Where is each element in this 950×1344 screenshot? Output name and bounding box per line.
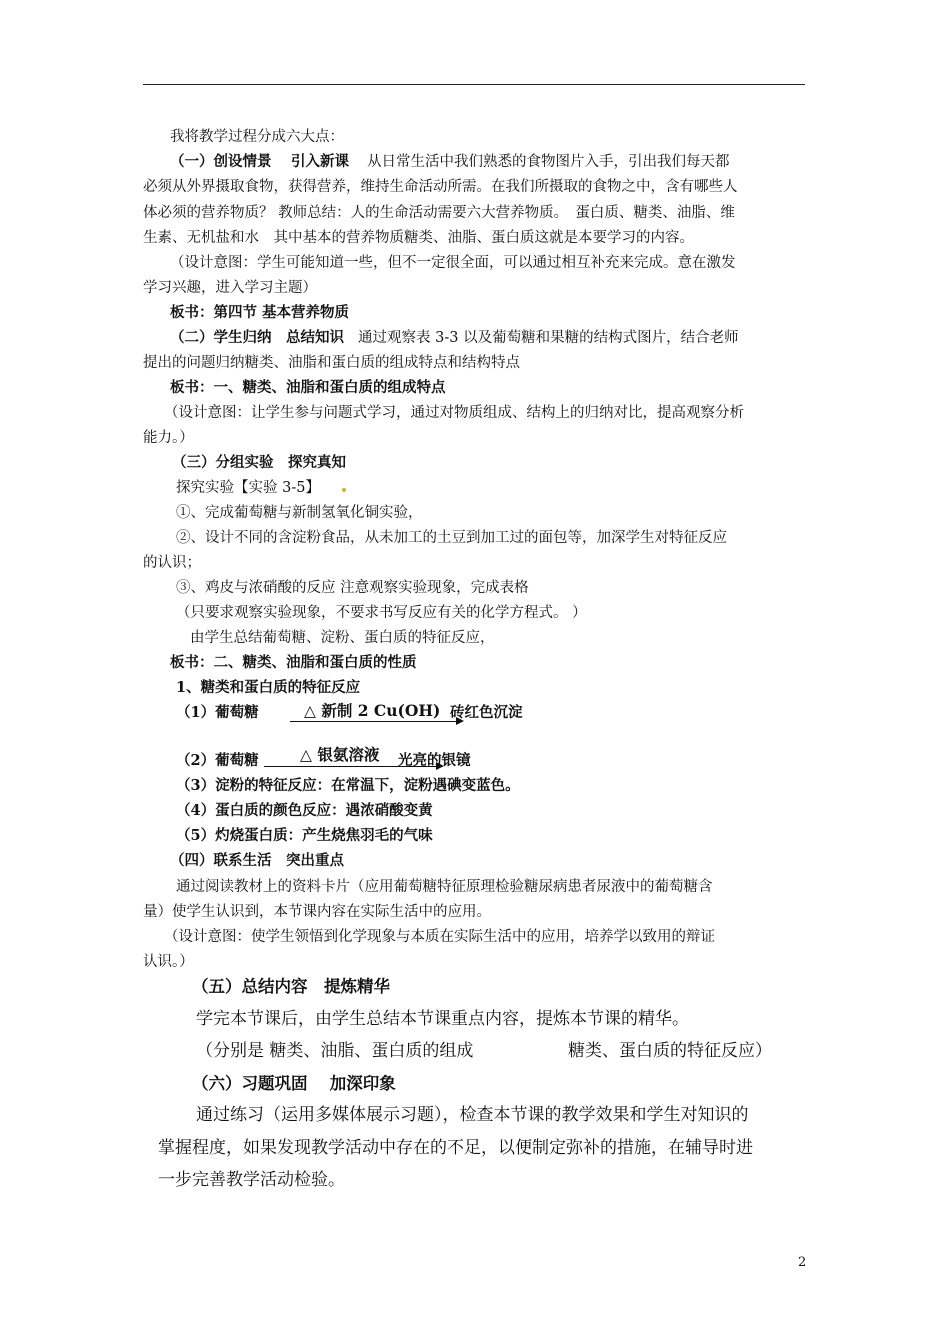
reaction-3: （3）淀粉的特征反应：在常温下，淀粉遇碘变蓝色。 xyxy=(176,777,520,794)
blackboard-title: 板书：第四节 基本营养物质 xyxy=(170,304,350,321)
section-6-heading: （六）习题巩固 加深印象 xyxy=(192,1074,396,1093)
section-4-line-1: 通过阅读教材上的资料卡片（应用葡萄糖特征原理检验糖尿病患者尿液中的葡萄糖含 xyxy=(176,879,713,895)
page-number: 2 xyxy=(798,1255,807,1270)
intro-line: 我将教学过程分成六大点： xyxy=(170,129,344,145)
reactions-heading: 1、糖类和蛋白质的特征反应 xyxy=(176,679,361,696)
design-intent-3-line-2: 认识。） xyxy=(143,954,194,970)
section-2-line-2: 提出的问题归纳糖类、油脂和蛋白质的组成特点和结构特点 xyxy=(143,355,520,371)
reaction-1-arrow xyxy=(290,721,462,722)
reaction-4: （4）蛋白质的颜色反应：遇浓硝酸变黄 xyxy=(176,802,433,819)
section-6-line-3: 一步完善教学活动检验。 xyxy=(158,1170,345,1190)
section-2-text: 通过观察表 3-3 以及葡萄糖和果糖的结构式图片，结合老师 xyxy=(358,330,739,346)
section-4-line-2: 量）使学生认识到，本节课内容在实际生活中的应用。 xyxy=(143,904,491,920)
section-6-line-2: 掌握程度，如果发现教学活动中存在的不足，以便制定弥补的措施，在辅导时进 xyxy=(158,1138,753,1158)
section-1-heading: （一）创设情景 引入新课 xyxy=(170,153,350,170)
experiment-item-2-line-2: 的认识； xyxy=(143,555,201,571)
section-1-line-4: 生素、无机盐和水 其中基本的营养物质糖类、油脂、蛋白质这就是本要学习的内容。 xyxy=(143,230,694,246)
design-intent-1-line-1: （设计意图：学生可能知道一些，但不一定很全面，可以通过相互补充来完成。意在激发 xyxy=(170,255,736,271)
section-5-heading: （五）总结内容 提炼精华 xyxy=(192,977,390,996)
design-intent-2-line-2: 能力。） xyxy=(143,430,194,446)
experiment-item-2-line-1: ②、设计不同的含淀粉食品，从未加工的土豆到加工过的面包等，加深学生对特征反应 xyxy=(176,530,727,546)
reaction-2-condition: △ 银氨溶液 xyxy=(300,745,380,764)
reaction-2-label: （2）葡萄糖 xyxy=(176,752,259,769)
reaction-1-label: （1）葡萄糖 xyxy=(176,704,259,721)
reaction-2-product: 光亮的银镜 xyxy=(398,752,471,769)
design-intent-1-line-2: 学习兴趣，进入学习主题） xyxy=(143,280,317,296)
section-1-line-3: 体必须的营养物质？ 教师总结：人的生命活动需要六大营养物质。 蛋白质、糖类、油脂、维 xyxy=(143,205,735,221)
experiment-note: （只要求观察实验现象，不要求书写反应有关的化学方程式。 ） xyxy=(176,605,587,621)
design-intent-2-line-1: （设计意图：让学生参与问题式学习，通过对物质组成、结构上的归纳对比，提高观察分析 xyxy=(164,405,744,421)
blackboard-1: 板书：一、糖类、油脂和蛋白质的组成特点 xyxy=(170,379,446,396)
section-2-heading: （二）学生归纳 总结知识 xyxy=(170,329,344,346)
experiment-item-1: ①、完成葡萄糖与新制氢氧化铜实验， xyxy=(176,505,423,521)
section-1-line-1 xyxy=(170,153,840,171)
section-3-heading: （三）分组实验 探究真知 xyxy=(172,454,346,471)
header-rule xyxy=(143,84,805,85)
design-intent-3-line-1: （设计意图：使学生领悟到化学现象与本质在实际生活中的应用，培养学以致用的辩证 xyxy=(164,929,715,945)
experiment-item-3: ③、鸡皮与浓硝酸的反应 注意观察实验现象，完成表格 xyxy=(176,580,529,596)
reaction-1-product: 砖红色沉淀 xyxy=(450,704,523,721)
section-4-heading: （四）联系生活 突出重点 xyxy=(170,852,344,869)
section-5-line-2b: 糖类、蛋白质的特征反应） xyxy=(568,1041,772,1061)
section-1-line-2: 必须从外界摄取食物，获得营养，维持生命活动所需。在我们所摄取的食物之中，含有哪些人 xyxy=(143,179,738,195)
reaction-5: （5）灼烧蛋白质：产生烧焦羽毛的气味 xyxy=(176,827,433,844)
section-5-line-1: 学完本节课后，由学生总结本节课重点内容，提炼本节课的精华。 xyxy=(196,1009,689,1029)
section-2-line-1 xyxy=(170,329,840,347)
section-5-line-2a: （分别是 糖类、油脂、蛋白质的组成 xyxy=(196,1041,474,1061)
experiment-label: 探究实验【实验 3-5】 xyxy=(176,480,320,496)
section-1-text: 从日常生活中我们熟悉的食物图片入手，引出我们每天都 xyxy=(367,154,730,170)
reaction-1-condition: △ 新制 2 Cu(OH) xyxy=(304,701,441,720)
mark-dot xyxy=(342,488,346,492)
section-6-line-1: 通过练习（运用多媒体展示习题），检查本节课的教学效果和学生对知识的 xyxy=(196,1105,749,1125)
student-summary: 由学生总结葡萄糖、淀粉、蛋白质的特征反应， xyxy=(190,630,495,646)
blackboard-2: 板书：二、糖类、油脂和蛋白质的性质 xyxy=(170,654,417,671)
